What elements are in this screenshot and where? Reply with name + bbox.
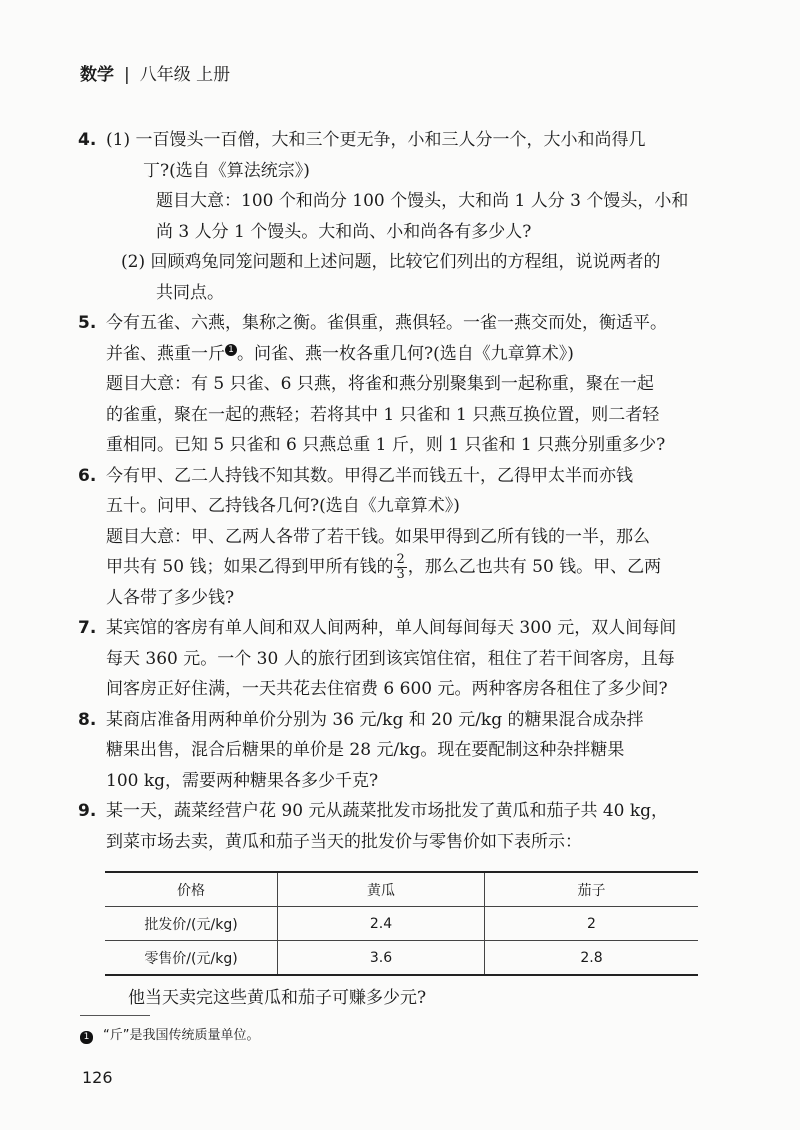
problem-line: 某商店准备用两种单价分别为 36 元/kg 和 20 元/kg 的糖果混合成杂拌 (106, 709, 644, 730)
table-cell: 3.6 (278, 941, 485, 976)
problem-4 (78, 125, 718, 308)
problem-number: 7. (78, 618, 97, 638)
problem-line: 重相同。已知 5 只雀和 6 只燕总重 1 斤，则 1 只雀和 1 只燕分别重多少? (106, 435, 666, 455)
problem-text: 一百馒头一百僧，大和三个更无争，小和三人分一个，大小和尚得几 (135, 130, 646, 150)
price-table (105, 871, 698, 976)
problem-number: 6. (78, 465, 97, 486)
fraction-numerator: 2 (396, 552, 405, 567)
footnote-divider (80, 1015, 150, 1016)
table-cell: 2 (587, 915, 596, 932)
problem-number: 9. (78, 801, 97, 821)
table-cell: 批发价/(元/kg) (105, 907, 278, 941)
fraction-denominator: 3 (396, 567, 405, 582)
footnote-marker: 1 (225, 344, 237, 356)
problem-line: 题目大意：100 个和尚分 100 个馒头，大和尚 1 人分 3 个馒头，小和 (156, 191, 689, 211)
problem-line: 每天 360 元。一个 30 人的旅行团到该宾馆住宿，租住了若干间客房，且每 (106, 648, 675, 669)
problem-line: 到菜市场去卖，黄瓜和茄子当天的批发价与零售价如下表所示： (106, 831, 582, 852)
problem-line (106, 125, 718, 156)
subject-title: 数学 (80, 65, 114, 85)
problem-number: 5. (78, 313, 97, 333)
problem-line (106, 552, 718, 583)
table-header: 茄子 (485, 872, 699, 907)
table-cell: 零售价/(元/kg) (105, 941, 278, 976)
problem-line: 的雀重，聚在一起的燕轻；若将其中 1 只雀和 1 只燕互换位置，则二者轻 (106, 404, 660, 425)
table-row (105, 941, 698, 976)
problem-9-question: 他当天卖完这些黄瓜和茄子可赚多少元? (128, 988, 427, 1008)
problem-6 (78, 461, 718, 614)
table-cell: 2.4 (278, 907, 485, 941)
footnote-marker: 1 (80, 1031, 93, 1044)
problem-number: 8. (78, 709, 97, 730)
problem-7 (78, 613, 718, 705)
problem-line: 某一天，蔬菜经营户花 90 元从蔬菜批发市场批发了黄瓜和茄子共 40 kg， (106, 801, 669, 821)
part-label: (1) (106, 130, 131, 150)
book-title: 八年级 上册 (139, 65, 231, 85)
problem-line: 今有甲、乙二人持钱不知其数。甲得乙半而钱五十，乙得甲太半而亦钱 (106, 465, 633, 486)
running-header (80, 60, 230, 85)
problem-4-part-2 (106, 247, 718, 308)
problem-number: 4. (78, 130, 97, 150)
problem-line: 题目大意：甲、乙两人各带了若干钱。如果甲得到乙所有钱的一半，那么 (106, 526, 650, 547)
problem-line: 共同点。 (156, 282, 224, 303)
problem-line: 今有五雀、六燕，集称之衡。雀俱重，燕俱轻。一雀一燕交而处，衡适平。 (106, 313, 667, 333)
problem-9 (78, 796, 718, 857)
part-label: (2) (121, 252, 146, 272)
footnote-text: “斤”是我国传统质量单位。 (103, 1028, 260, 1043)
problem-line: 糖果出售，混合后糖果的单价是 28 元/kg。现在要配制这种杂拌糖果 (106, 740, 625, 760)
problem-line: 某宾馆的客房有单人间和双人间两种，单人间每间每天 300 元，双人间每间 (106, 618, 677, 638)
problem-text: 回顾鸡兔同笼问题和上述问题，比较它们列出的方程组，说说两者的 (150, 252, 661, 272)
table-row (105, 907, 698, 941)
fraction-two-thirds (394, 553, 406, 582)
table-header-row (105, 872, 698, 907)
problem-text: 。问雀、燕一枚各重几何?(选自《九章算术》) (237, 343, 574, 364)
problem-line: 丁?(选自《算法统宗》) (143, 160, 310, 181)
problem-line (121, 247, 718, 278)
footnote (80, 1024, 259, 1044)
problem-text: ，那么乙也共有 50 钱。甲、乙两 (407, 557, 662, 577)
header-separator: | (124, 65, 130, 85)
problem-list (78, 125, 718, 857)
problem-line: 间客房正好住满，一天共花去住宿费 6 600 元。两种客房各租住了多少间? (106, 679, 668, 699)
problem-8 (78, 705, 718, 797)
problem-text: 甲共有 50 钱；如果乙得到甲所有钱的 (106, 557, 394, 577)
problem-line: 题目大意：有 5 只雀、6 只燕，将雀和燕分别聚集到一起称重，聚在一起 (106, 374, 654, 394)
problem-line: 五十。问甲、乙持钱各几何?(选自《九章算术》) (106, 496, 460, 516)
problem-text: 并雀、燕重一斤 (106, 343, 225, 364)
page-number: 126 (82, 1068, 113, 1087)
table-header: 黄瓜 (278, 872, 485, 907)
problem-5 (78, 308, 718, 461)
problem-line: 尚 3 人分 1 个馒头。大和尚、小和尚各有多少人? (156, 221, 532, 242)
problem-line: 人各带了多少钱? (106, 587, 235, 608)
table-header: 价格 (105, 872, 278, 907)
problem-line: 100 kg，需要两种糖果各多少千克? (106, 770, 379, 791)
table-cell: 2.8 (485, 941, 699, 976)
problem-line (106, 339, 718, 370)
